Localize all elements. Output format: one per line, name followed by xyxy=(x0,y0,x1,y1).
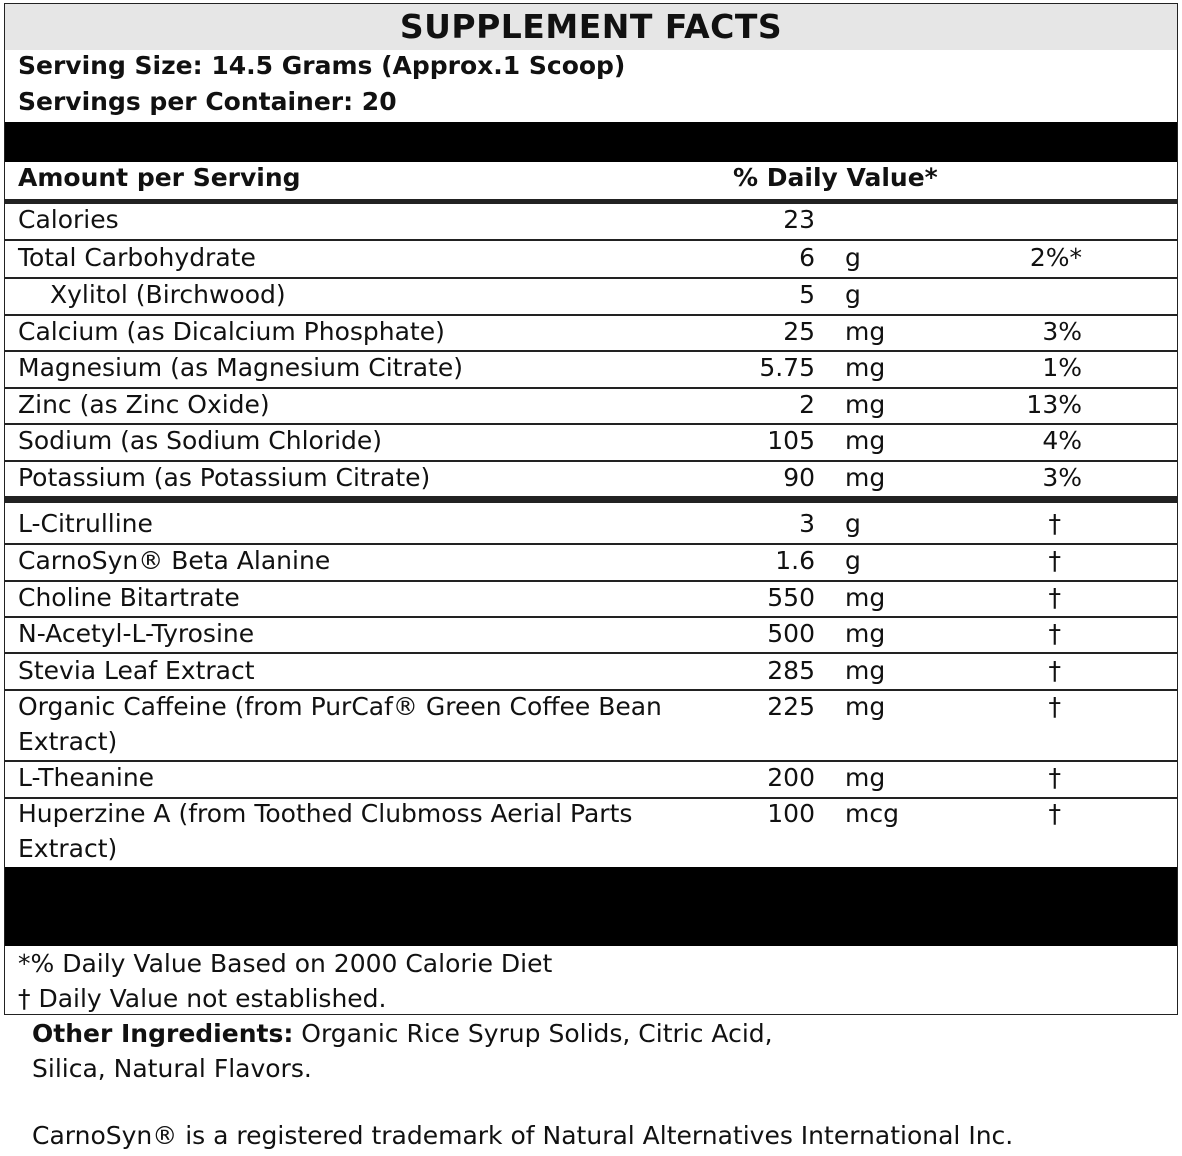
nutrient-amount: 105 xyxy=(767,426,815,455)
nutrient-amount: 5.75 xyxy=(759,353,815,382)
footnote-daily-value: *% Daily Value Based on 2000 Calorie Diet xyxy=(18,949,553,978)
nutrient-amount: 285 xyxy=(767,656,815,685)
nutrient-unit: mg xyxy=(845,619,886,648)
nutrient-amount: 550 xyxy=(767,583,815,612)
nutrient-unit: mg xyxy=(845,353,886,382)
nutrient-name: L-Theanine xyxy=(18,763,155,792)
other-ingredients-text: Organic Rice Syrup Solids, Citric Acid, xyxy=(293,1019,773,1048)
nutrient-name: Stevia Leaf Extract xyxy=(18,656,255,685)
nutrient-name: Magnesium (as Magnesium Citrate) xyxy=(18,353,463,382)
section-rule xyxy=(5,496,1177,503)
nutrient-unit: mg xyxy=(845,763,886,792)
nutrient-name-cont: Extract) xyxy=(18,834,118,863)
nutrient-name: Organic Caffeine (from PurCaf® Green Coffee Bean xyxy=(18,692,662,721)
nutrient-amount: 1.6 xyxy=(775,546,815,575)
nutrient-name: Calories xyxy=(18,205,119,234)
nutrient-dv: 4% xyxy=(1042,426,1082,455)
nutrient-amount: 90 xyxy=(783,463,815,492)
supplement-facts-panel xyxy=(4,3,1178,1015)
nutrient-name: Xylitol (Birchwood) xyxy=(50,280,286,309)
panel-title: SUPPLEMENT FACTS xyxy=(5,4,1177,50)
nutrient-name: L-Citrulline xyxy=(18,509,153,538)
nutrient-name: CarnoSyn® Beta Alanine xyxy=(18,546,331,575)
nutrient-unit: g xyxy=(845,546,861,575)
nutrient-amount: 2 xyxy=(799,390,815,419)
trademark-notice: CarnoSyn® is a registered trademark of Natural Alternatives International Inc. xyxy=(32,1121,1014,1150)
nutrient-dv: † xyxy=(1048,546,1061,575)
nutrient-dv: 3% xyxy=(1042,317,1082,346)
divider-bar-top xyxy=(5,122,1177,162)
nutrient-amount: 225 xyxy=(767,692,815,721)
nutrient-dv: † xyxy=(1048,509,1061,538)
nutrient-name: Calcium (as Dicalcium Phosphate) xyxy=(18,317,445,346)
nutrient-name: Sodium (as Sodium Chloride) xyxy=(18,426,383,455)
servings-per-container: Servings per Container: 20 xyxy=(18,87,397,116)
serving-size: Serving Size: 14.5 Grams (Approx.1 Scoop) xyxy=(18,51,626,80)
nutrient-dv: † xyxy=(1048,583,1061,612)
footnote-dagger: † Daily Value not established. xyxy=(18,984,387,1013)
nutrient-dv: † xyxy=(1048,799,1061,828)
nutrient-name: Huperzine A (from Toothed Clubmoss Aerial Parts xyxy=(18,799,633,828)
nutrient-dv: 3% xyxy=(1042,463,1082,492)
nutrient-unit: mg xyxy=(845,426,886,455)
nutrient-amount: 25 xyxy=(783,317,815,346)
nutrient-unit: mg xyxy=(845,583,886,612)
nutrient-amount: 500 xyxy=(767,619,815,648)
nutrient-dv: 2%* xyxy=(1029,243,1082,272)
nutrient-dv: 1% xyxy=(1042,353,1082,382)
nutrient-unit: mcg xyxy=(845,799,899,828)
nutrient-dv: † xyxy=(1048,763,1061,792)
daily-value-header: % Daily Value* xyxy=(733,163,938,192)
nutrient-amount: 3 xyxy=(799,509,815,538)
nutrient-name-cont: Extract) xyxy=(18,727,118,756)
nutrient-unit: g xyxy=(845,243,861,272)
nutrient-name: Total Carbohydrate xyxy=(18,243,256,272)
nutrient-unit: mg xyxy=(845,317,886,346)
nutrient-amount: 200 xyxy=(767,763,815,792)
nutrient-unit: g xyxy=(845,509,861,538)
nutrient-amount: 100 xyxy=(767,799,815,828)
nutrient-unit: mg xyxy=(845,692,886,721)
nutrient-name: Choline Bitartrate xyxy=(18,583,240,612)
amount-per-serving-header: Amount per Serving xyxy=(18,163,301,192)
nutrient-amount: 6 xyxy=(799,243,815,272)
nutrient-name: Zinc (as Zinc Oxide) xyxy=(18,390,270,419)
nutrient-unit: g xyxy=(845,280,861,309)
other-ingredients xyxy=(32,1016,792,1086)
other-ingredients-label: Other Ingredients: xyxy=(32,1019,294,1048)
nutrient-dv: † xyxy=(1048,692,1061,721)
nutrient-amount: 23 xyxy=(783,205,815,234)
nutrient-name: N-Acetyl-L-Tyrosine xyxy=(18,619,255,648)
nutrient-unit: mg xyxy=(845,656,886,685)
nutrient-dv: † xyxy=(1048,619,1061,648)
nutrient-unit: mg xyxy=(845,390,886,419)
nutrient-name: Potassium (as Potassium Citrate) xyxy=(18,463,431,492)
nutrient-amount: 5 xyxy=(799,280,815,309)
other-ingredients-text-cont: Silica, Natural Flavors. xyxy=(32,1054,312,1083)
nutrient-dv: 13% xyxy=(1026,390,1082,419)
divider-bar-bottom xyxy=(5,867,1177,946)
nutrient-unit: mg xyxy=(845,463,886,492)
nutrient-dv: † xyxy=(1048,656,1061,685)
